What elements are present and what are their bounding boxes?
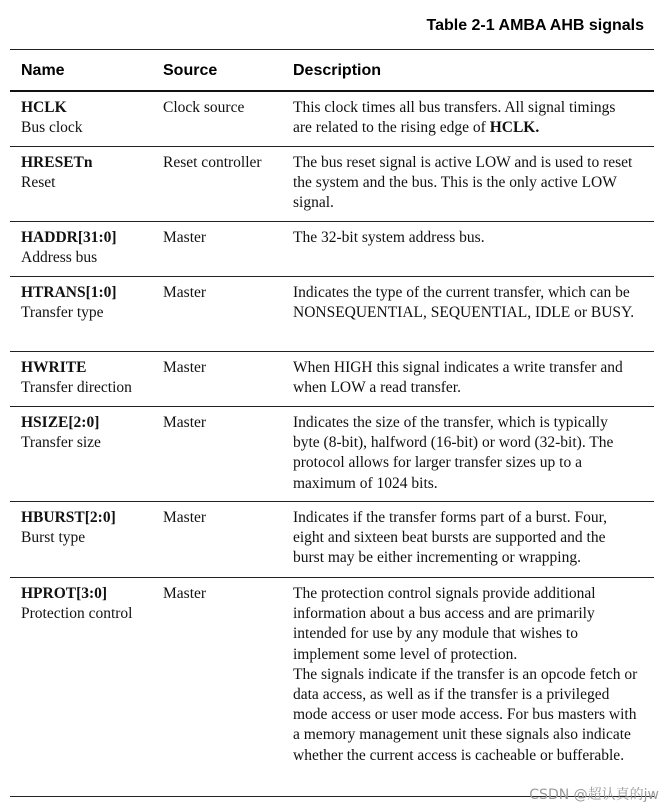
signal-description <box>293 584 638 766</box>
description-text: This clock times all bus transfers. All signal timings are related to the rising edge of <box>293 99 616 137</box>
signal-name-cell <box>21 98 83 138</box>
table-row <box>10 407 654 502</box>
signal-name: HPROT[3:0] <box>21 585 108 602</box>
signal-subtitle: Bus clock <box>21 119 83 137</box>
signal-subtitle: Transfer size <box>21 434 101 452</box>
signal-name-cell <box>21 584 133 624</box>
signal-name: HADDR[31:0] <box>21 229 117 246</box>
table-row <box>10 578 654 797</box>
signal-source: Reset controller <box>163 154 262 171</box>
signal-source: Master <box>163 359 207 376</box>
description-bold-text: HCLK. <box>489 119 540 137</box>
signal-description: The 32-bit system address bus. <box>293 229 485 246</box>
signal-name: HBURST[2:0] <box>21 509 116 526</box>
signal-name: HCLK <box>21 99 67 116</box>
signal-source: Clock source <box>163 99 245 116</box>
signal-name-cell <box>21 228 117 268</box>
signal-subtitle: Burst type <box>21 529 86 547</box>
signal-description: When HIGH this signal indicates a write transfer and when LOW a read transfer. <box>293 359 623 397</box>
table-row <box>10 147 654 222</box>
signal-subtitle: Reset <box>21 174 56 192</box>
table-row <box>10 92 654 147</box>
signal-name: HWRITE <box>21 359 87 376</box>
signal-name: HTRANS[1:0] <box>21 284 117 301</box>
signal-name: HRESETn <box>21 154 93 171</box>
signal-description: The bus reset signal is active LOW and is used to reset the system and the bus. This is the only active LOW signal. <box>293 154 633 212</box>
signal-name-cell <box>21 508 116 548</box>
table-header-row <box>10 50 654 92</box>
signal-source: Master <box>163 284 207 301</box>
signal-description: Indicates the size of the transfer, which is typically byte (8-bit), halfword (16-bit) or word (32-bit). The protocol allows for larger transfer sizes up to a maximum of 1024 bits. <box>293 414 614 492</box>
signal-description: Indicates the type of the current transfer, which can be NONSEQUENTIAL, SEQUENTIAL, IDLE or BUSY. <box>293 284 635 322</box>
signal-name: HSIZE[2:0] <box>21 414 100 431</box>
signal-source: Master <box>163 585 207 602</box>
watermark: CSDN @超认真的jw <box>529 787 659 803</box>
column-header-description: Description <box>293 62 382 79</box>
signal-name-cell <box>21 413 101 453</box>
description-paragraph-1: The protection control signals provide additional information about a bus access and are primarily intended for use by any module that wishes to implement some level of protection. <box>293 585 596 663</box>
signal-description: Indicates if the transfer forms part of a burst. Four, eight and sixteen beat bursts are supported and the burst may be either incrementing or wrapping. <box>293 509 608 567</box>
table-row <box>10 502 654 578</box>
table-row <box>10 222 654 277</box>
signal-source: Master <box>163 509 207 526</box>
signal-subtitle: Transfer type <box>21 304 104 322</box>
table-row <box>10 277 654 352</box>
table-row <box>10 352 654 407</box>
signal-source: Master <box>163 229 207 246</box>
column-header-source: Source <box>163 62 218 79</box>
signal-subtitle: Protection control <box>21 605 133 623</box>
signal-name-cell <box>21 153 93 193</box>
signal-source: Master <box>163 414 207 431</box>
signal-name-cell <box>21 283 117 323</box>
signal-subtitle: Address bus <box>21 249 98 267</box>
description-paragraph-2: The signals indicate if the transfer is an opcode fetch or data access, as well as if the transfer is a privileged mode access or user mode access. For bus masters with a memory management unit these signals also indicate whether the current access is cacheable or bufferable. <box>293 665 638 764</box>
signal-subtitle: Transfer direction <box>21 379 132 397</box>
signal-name-cell <box>21 358 132 398</box>
column-header-name: Name <box>21 62 65 79</box>
signal-description <box>293 98 638 138</box>
table-caption: Table 2-1 AMBA AHB signals <box>426 17 644 34</box>
signals-table <box>10 49 654 797</box>
